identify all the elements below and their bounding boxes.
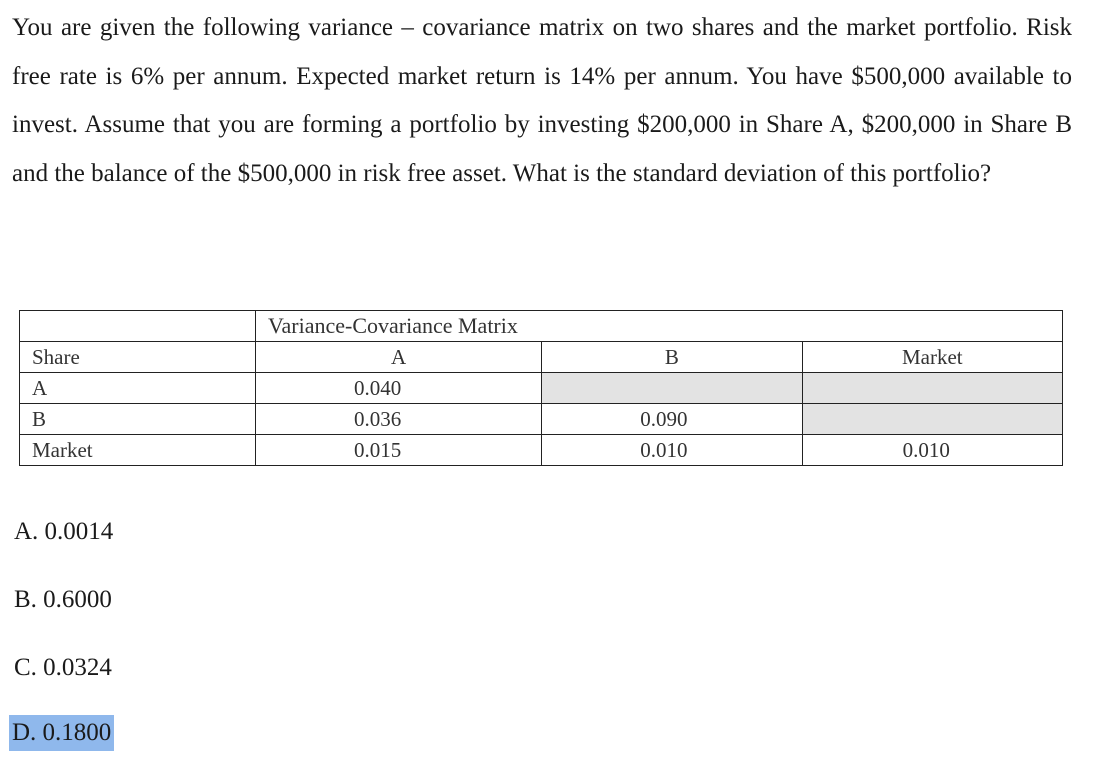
option-b[interactable]: B. 0.6000 [14,586,112,613]
table-row [20,435,1063,466]
option-a[interactable]: A. 0.0014 [14,518,114,545]
table-row [20,373,1063,404]
cell-b-market-empty [802,404,1062,435]
table-row [20,404,1063,435]
header-a: A [256,342,542,373]
question-paragraph: You are given the following variance – covariance matrix on two shares and the market portfolio. Risk free rate is 6% per annum. Expected market return is 14% per annum. You have $500,000 available to invest. Assume that you are forming a portfolio by investing $200,000 in Share A, $200,000 in Share B and the balance of the $500,000 in risk free asset. What is the standard deviation of this portfolio? [12,14,1072,187]
table-title-row [20,311,1063,342]
cell-market-market: 0.010 [802,435,1062,466]
table-corner-cell [20,311,256,342]
header-market: Market [802,342,1062,373]
cell-a-a: 0.040 [256,373,542,404]
row-label-b: B [20,404,256,435]
row-label-market: Market [20,435,256,466]
option-d-selected[interactable]: D. 0.1800 [9,715,114,751]
row-label-a: A [20,373,256,404]
question-text [12,4,1072,198]
cell-b-b: 0.090 [542,404,802,435]
cell-market-a: 0.015 [256,435,542,466]
header-share: Share [20,342,256,373]
cell-a-b-empty [542,373,802,404]
variance-covariance-table [19,310,1063,466]
cell-b-a: 0.036 [256,404,542,435]
header-b: B [542,342,802,373]
option-c[interactable]: C. 0.0324 [14,654,112,681]
table-title: Variance-Covariance Matrix [256,311,1063,342]
cell-market-b: 0.010 [542,435,802,466]
table-header-row [20,342,1063,373]
cell-a-market-empty [802,373,1062,404]
